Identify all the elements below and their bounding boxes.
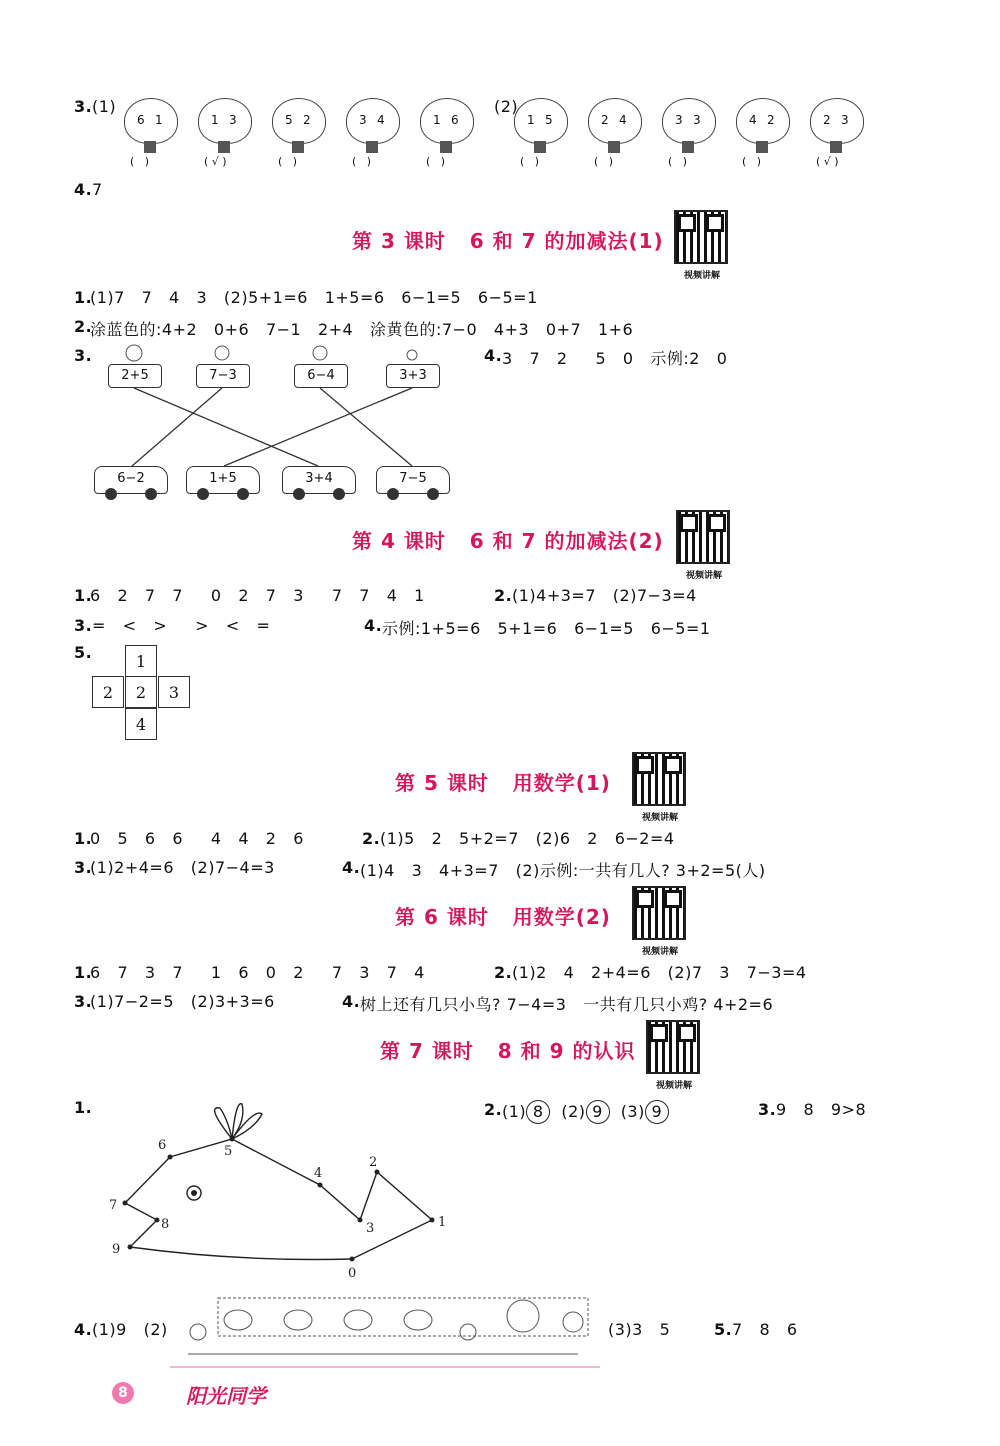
l3-q2-number: 2. (74, 317, 93, 336)
l7-q2-part3: (3) (620, 1102, 645, 1121)
car-expression: 3+4 (282, 466, 356, 494)
qr-label: 视频讲解 (655, 1081, 692, 1091)
page-number: 8 (112, 1382, 134, 1404)
answer-mark: ( ) (594, 155, 614, 168)
l7-q2-part1: (1) (502, 1102, 527, 1121)
tree-number-b: 2 (303, 113, 311, 127)
q4-answer: 7 (92, 180, 103, 199)
answer-mark: ( ) (278, 155, 298, 168)
l5-q1-number: 1. (74, 829, 93, 848)
tree-number-b: 3 (693, 113, 701, 127)
answer-mark: ( ) (520, 155, 540, 168)
l5-q2-number: 2. (362, 829, 381, 848)
lesson7-title: 第 7 课时 8 和 9 的认识 (380, 1039, 636, 1063)
l6-q4-answer: 树上还有几只小鸟? 7−4=3 一共有几只小鸡? 4+2=6 (360, 995, 774, 1014)
l6-q3-number: 3. (74, 992, 93, 1011)
grid-cell-right: 3 (158, 676, 190, 708)
whale-dot (155, 1218, 160, 1223)
l4-q2-number: 2. (494, 586, 513, 605)
l6-q2-answer: (1)2 4 2+4=6 (2)7 3 7−3=4 (512, 963, 807, 982)
tree-number-a: 2 (601, 113, 609, 127)
tree-number-a: 4 (749, 113, 757, 127)
lesson3-title: 第 3 课时 6 和 7 的加减法(1) (352, 229, 664, 253)
whale-dot (168, 1155, 173, 1160)
l7-q3-number: 3. (758, 1100, 777, 1119)
l5-q3-number: 3. (74, 858, 93, 877)
answer-mark: ( ) (742, 155, 762, 168)
whale-dot-label: 0 (348, 1266, 357, 1281)
l4-q4-answer: 示例:1+5=6 5+1=6 6−1=5 6−5=1 (382, 619, 711, 638)
whale-dot-label: 7 (109, 1198, 118, 1213)
whale-dot-label: 4 (314, 1166, 323, 1181)
l3-q1-answer: (1)7 7 4 3 (2)5+1=6 1+5=6 6−1=5 6−5=1 (90, 288, 538, 307)
l7-q4-number: 4. (74, 1320, 93, 1339)
tree-number-b: 5 (545, 113, 553, 127)
whale-dot (358, 1218, 363, 1223)
tree-number-a: 3 (359, 113, 367, 127)
answer-mark: ( ) (352, 155, 372, 168)
tree-number-b: 4 (377, 113, 385, 127)
l5-q2-answer: (1)5 2 5+2=7 (2)6 2 6−2=4 (380, 829, 675, 848)
l4-q4-number: 4. (364, 616, 383, 635)
l7-q5-number: 5. (714, 1320, 733, 1339)
expression-box: 7−3 (196, 364, 250, 388)
l5-q3-answer: (1)2+4=6 (2)7−4=3 (90, 858, 275, 877)
l5-q4-number: 4. (342, 858, 361, 877)
answer-mark: ( √ ) (204, 155, 227, 168)
grid-cell-center: 2 (125, 676, 157, 708)
whale-dot (350, 1257, 355, 1262)
qr-label: 视频讲解 (641, 813, 678, 823)
tree-number-b: 4 (619, 113, 627, 127)
tree-number-a: 1 (527, 113, 535, 127)
l7-q3-answer: 9 8 9>8 (776, 1100, 867, 1119)
qr-label: 视频讲解 (685, 571, 722, 581)
l7-q2-part2: (2) (561, 1102, 586, 1121)
l7-q4-part3: (3)3 5 (608, 1320, 671, 1339)
lesson4-title: 第 4 课时 6 和 7 的加减法(2) (352, 529, 664, 553)
l4-q2-answer: (1)4+3=7 (2)7−3=4 (512, 586, 697, 605)
l6-q2-number: 2. (494, 963, 513, 982)
animals-illustration (178, 1292, 598, 1362)
l3-q4-number: 4. (484, 346, 503, 365)
l3-q4-answer: 3 7 2 5 0 示例:2 0 (502, 349, 728, 368)
l7-q4-part1: (1)9 (2) (92, 1320, 168, 1339)
l7-q1-number: 1. (74, 1098, 93, 1117)
grid-cell-top: 1 (125, 645, 157, 677)
l5-q4-answer: (1)4 3 4+3=7 (2)示例:一共有几人? 3+2=5(人) (360, 861, 766, 880)
whale-dot-label: 5 (224, 1144, 233, 1159)
brand-logo: 阳光同学 (186, 1384, 266, 1408)
circled-answer-3: 9 (645, 1100, 669, 1124)
answer-mark: ( √ ) (816, 155, 839, 168)
q3-part2-label: (2) (494, 97, 519, 116)
tree-number-b: 2 (767, 113, 775, 127)
l6-q3-answer: (1)7−2=5 (2)3+3=6 (90, 992, 275, 1011)
tree-number-b: 3 (229, 113, 237, 127)
l3-q2-answer: 涂蓝色的:4+2 0+6 7−1 2+4 涂黄色的:7−0 4+3 0+7 1+6 (90, 320, 634, 339)
whale-dot-label: 1 (438, 1215, 447, 1230)
whale-dot (318, 1183, 323, 1188)
tree-number-a: 3 (675, 113, 683, 127)
whale-dot-label: 6 (158, 1138, 167, 1153)
whale-dot (375, 1170, 380, 1175)
whale-dot (123, 1201, 128, 1206)
whale-dot (128, 1245, 133, 1250)
l4-q1-number: 1. (74, 586, 93, 605)
l4-q3-number: 3. (74, 616, 93, 635)
q4-number: 4. (74, 180, 93, 199)
grid-cell-left: 2 (92, 676, 124, 708)
whale-dot (430, 1218, 435, 1223)
q3-part1-label: (1) (92, 97, 117, 116)
answer-mark: ( ) (130, 155, 150, 168)
tree-number-b: 1 (155, 113, 163, 127)
car-expression: 1+5 (186, 466, 260, 494)
l4-q5-number: 5. (74, 643, 93, 662)
tree-number-a: 6 (137, 113, 145, 127)
l6-q1-number: 1. (74, 963, 93, 982)
l7-q5-answer: 7 8 6 (732, 1320, 798, 1339)
whale-dot-label: 3 (366, 1221, 375, 1236)
qr-label: 视频讲解 (641, 947, 678, 957)
tree-number-a: 2 (823, 113, 831, 127)
l5-q1-answer: 0 5 6 6 4 4 2 6 (90, 829, 304, 848)
car-expression: 6−2 (94, 466, 168, 494)
l7-q2-number: 2. (484, 1100, 503, 1119)
qr-label: 视频讲解 (683, 271, 720, 281)
expression-box: 2+5 (108, 364, 162, 388)
tree-number-a: 1 (211, 113, 219, 127)
grid-cell-bottom: 4 (125, 708, 157, 740)
l6-q1-answer: 6 7 3 7 1 6 0 2 7 3 7 4 (90, 963, 425, 982)
tree-number-b: 3 (841, 113, 849, 127)
expression-box: 6−4 (294, 364, 348, 388)
whale-dot-label: 2 (369, 1155, 378, 1170)
answer-mark: ( ) (426, 155, 446, 168)
tree-number-a: 5 (285, 113, 293, 127)
tree-number-a: 1 (433, 113, 441, 127)
l3-q3-number: 3. (74, 346, 93, 365)
q3-number: 3. (74, 97, 93, 116)
expression-box: 3+3 (386, 364, 440, 388)
lesson6-title: 第 6 课时 用数学(2) (395, 905, 611, 929)
car-expression: 7−5 (376, 466, 450, 494)
whale-dot-label: 8 (161, 1217, 170, 1232)
footer-rule (170, 1366, 600, 1368)
whale-dot-label: 9 (112, 1242, 121, 1257)
whale-dot (230, 1137, 235, 1142)
l4-q1-answer: 6 2 7 7 0 2 7 3 7 7 4 1 (90, 586, 425, 605)
answer-mark: ( ) (668, 155, 688, 168)
tree-number-b: 6 (451, 113, 459, 127)
l4-q3-answer: = < > > < = (92, 616, 271, 635)
l3-q1-number: 1. (74, 288, 93, 307)
circled-answer-1: 8 (526, 1100, 550, 1124)
lesson5-title: 第 5 课时 用数学(1) (395, 771, 611, 795)
circled-answer-2: 9 (586, 1100, 610, 1124)
l6-q4-number: 4. (342, 992, 361, 1011)
